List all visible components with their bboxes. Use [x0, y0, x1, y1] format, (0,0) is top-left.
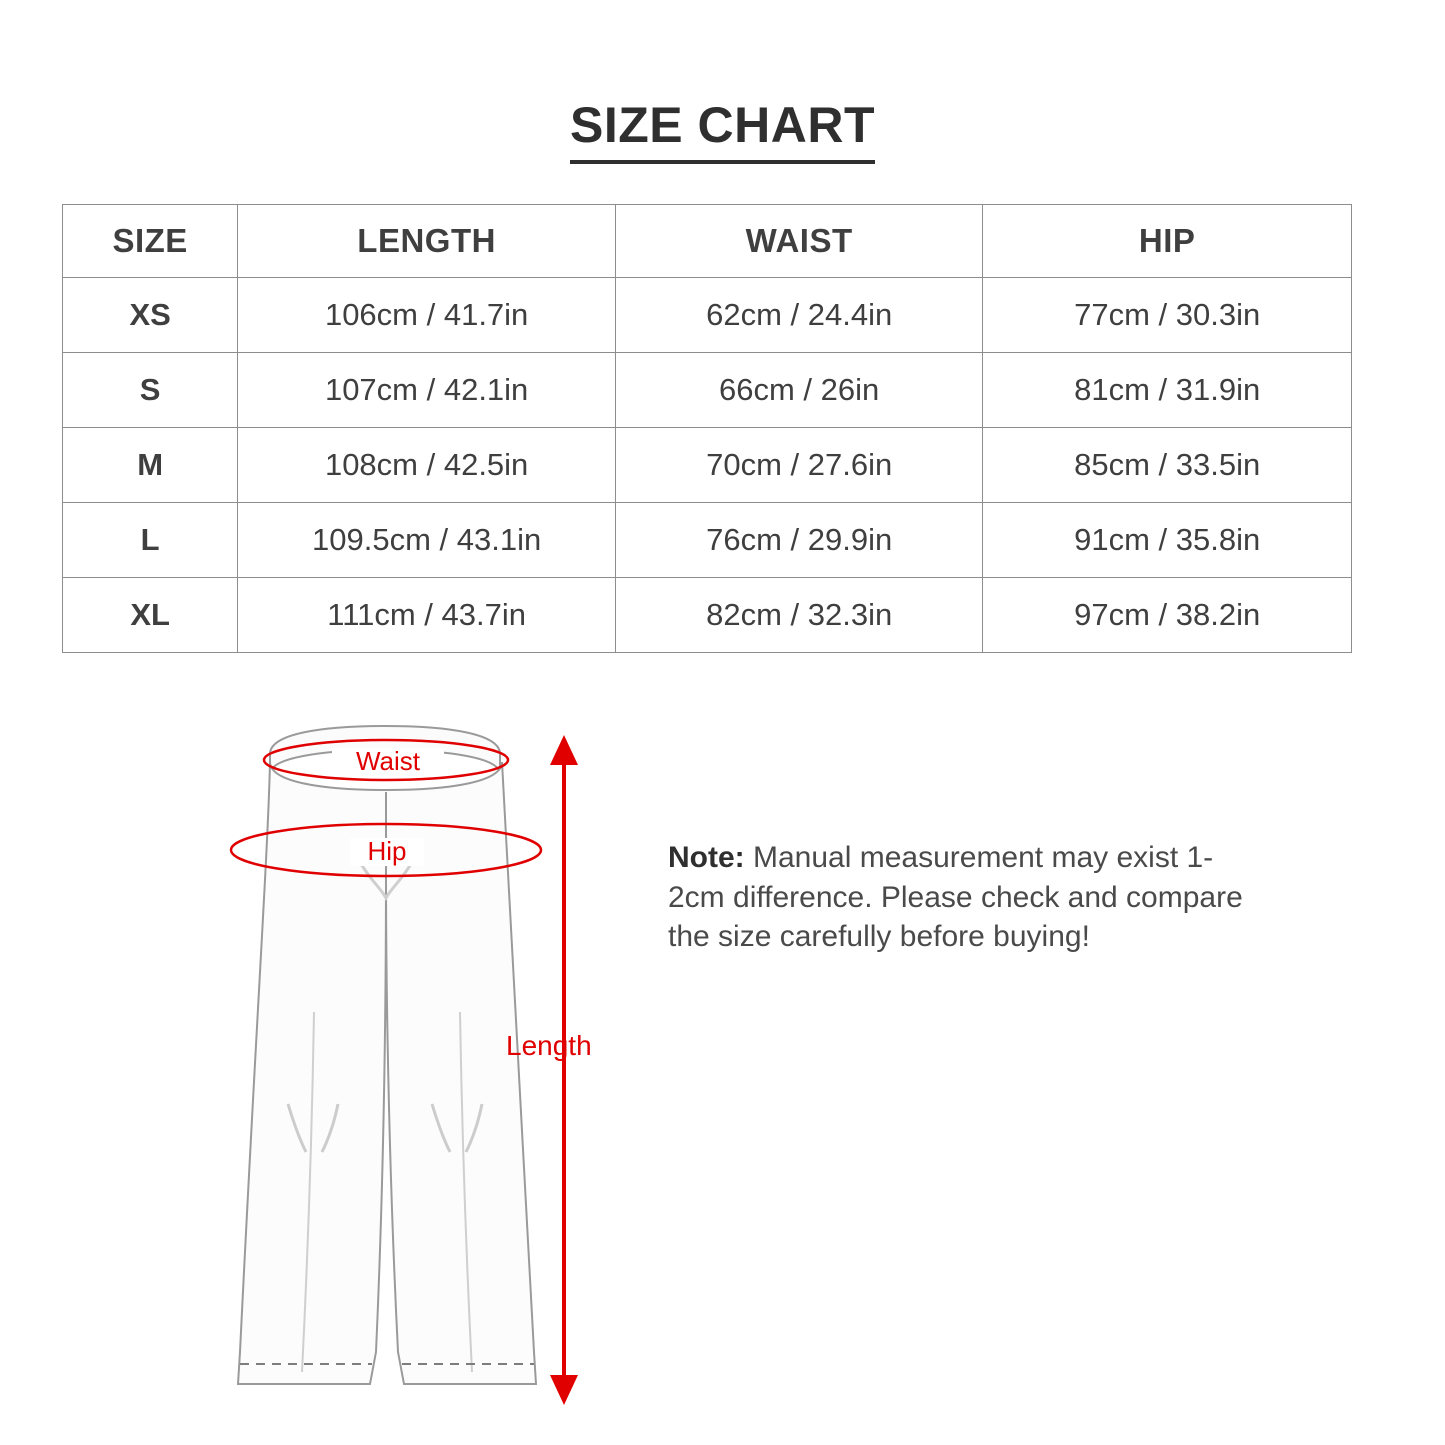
column-header-length: LENGTH: [238, 205, 616, 278]
cell-waist: 70cm / 27.6in: [615, 428, 982, 503]
cell-length: 111cm / 43.7in: [238, 578, 616, 653]
column-header-size: SIZE: [63, 205, 238, 278]
cell-waist: 66cm / 26in: [615, 353, 982, 428]
table-row: [63, 353, 1352, 428]
cell-hip: 77cm / 30.3in: [983, 278, 1352, 353]
cell-size: XS: [63, 278, 238, 353]
size-table: [62, 204, 1352, 653]
cell-length: 109.5cm / 43.1in: [238, 503, 616, 578]
waist-label: Waist: [355, 746, 421, 776]
table-row: [63, 278, 1352, 353]
size-table-container: [62, 204, 1352, 653]
page-title: SIZE CHART: [570, 96, 875, 164]
column-header-hip: HIP: [983, 205, 1352, 278]
note-text: Manual measurement may exist 1-2cm difference. Please check and compare the size carefully before buying!: [668, 841, 1243, 954]
length-measure-arrow: [540, 735, 600, 1405]
cell-size: L: [63, 503, 238, 578]
cell-length: 106cm / 41.7in: [238, 278, 616, 353]
table-row: [63, 428, 1352, 503]
column-header-waist: WAIST: [615, 205, 982, 278]
cell-size: M: [63, 428, 238, 503]
cell-size: XL: [63, 578, 238, 653]
cell-waist: 76cm / 29.9in: [615, 503, 982, 578]
cell-hip: 85cm / 33.5in: [983, 428, 1352, 503]
hip-label: Hip: [367, 836, 407, 866]
cell-hip: 81cm / 31.9in: [983, 353, 1352, 428]
table-row: [63, 578, 1352, 653]
cell-waist: 62cm / 24.4in: [615, 278, 982, 353]
length-arrow-bottom: [550, 1375, 578, 1405]
note-label: Note:: [668, 841, 745, 874]
table-row: [63, 503, 1352, 578]
cell-hip: 91cm / 35.8in: [983, 503, 1352, 578]
cell-hip: 97cm / 38.2in: [983, 578, 1352, 653]
cell-size: S: [63, 353, 238, 428]
cell-length: 108cm / 42.5in: [238, 428, 616, 503]
page-title-container: [0, 96, 1445, 164]
length-arrow-top: [550, 735, 578, 765]
note-block: [668, 838, 1248, 957]
table-header-row: [63, 205, 1352, 278]
cell-waist: 82cm / 32.3in: [615, 578, 982, 653]
cell-length: 107cm / 42.1in: [238, 353, 616, 428]
length-label: Length: [506, 1030, 592, 1061]
